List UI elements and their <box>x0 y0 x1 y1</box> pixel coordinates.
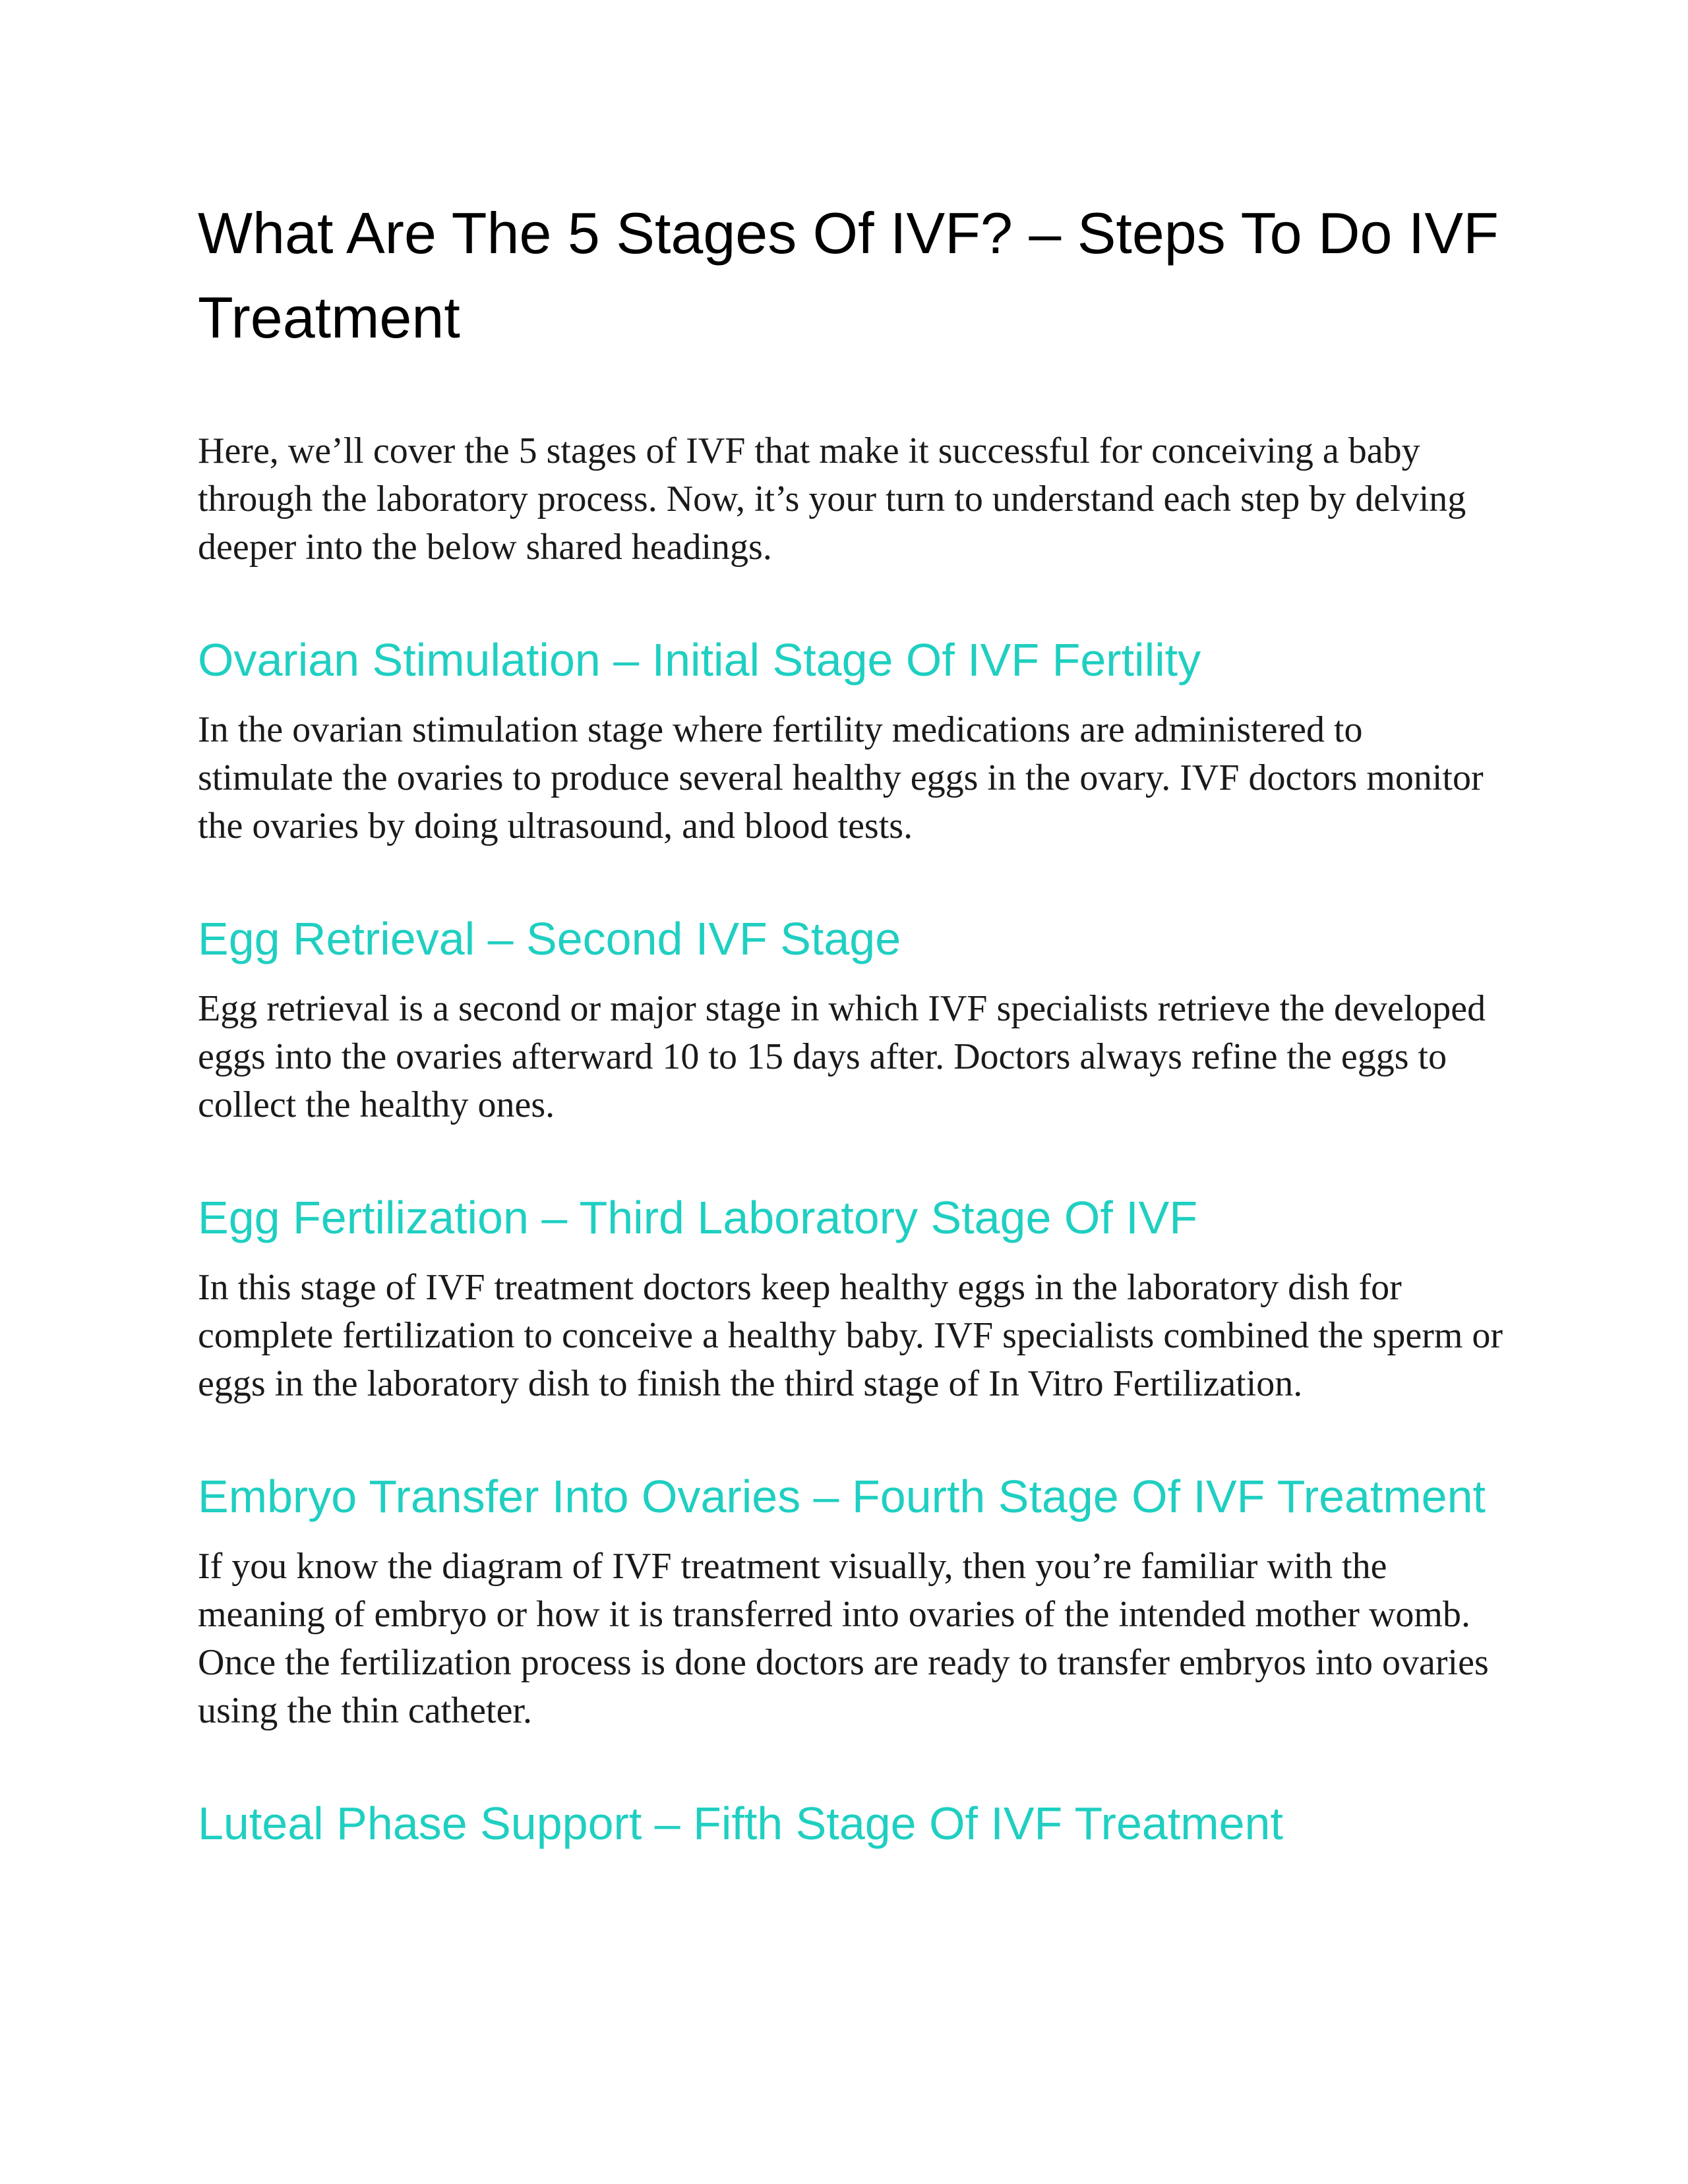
section-paragraph: Egg retrieval is a second or major stage in which IVF specialists retrieve the developed eggs into the ovaries afterward 10 to 15 days after. Doctors always refine the eggs to collect the healthy ones. <box>198 988 1486 1125</box>
section-egg-retrieval <box>198 902 1503 1129</box>
section-egg-fertilization <box>198 1181 1503 1408</box>
section-heading: Ovarian Stimulation – Initial Stage Of IVF Fertility <box>198 634 1201 686</box>
document-content <box>198 191 1503 1912</box>
section-heading: Egg Retrieval – Second IVF Stage <box>198 913 901 964</box>
section-paragraph: In this stage of IVF treatment doctors keep healthy eggs in the laboratory dish for complete fertilization to conceive a healthy baby. IVF specialists combined the sperm or eggs in the laboratory dish to finish the third stage of In Vitro Fertilization. <box>198 1267 1503 1404</box>
section-luteal-phase <box>198 1786 1503 1860</box>
section-paragraph: If you know the diagram of IVF treatment visually, then you’re familiar with the meaning of embryo or how it is transferred into ovaries of the intended mother womb. Once the fertilization process is done doctors are ready to transfer embryos into ovaries using the thin catheter. <box>198 1546 1489 1731</box>
intro-paragraph: Here, we’ll cover the 5 stages of IVF that make it successful for conceiving a baby through the laboratory process. Now, it’s your turn to understand each step by delving deeper into the below shared headings. <box>198 430 1466 568</box>
section-heading: Embryo Transfer Into Ovaries – Fourth Stage Of IVF Treatment <box>198 1471 1486 1522</box>
page-title: What Are The 5 Stages Of IVF? – Steps To Do IVF Treatment <box>198 200 1499 350</box>
section-paragraph: In the ovarian stimulation stage where fertility medications are administered to stimulate the ovaries to produce several healthy eggs in the ovary. IVF doctors monitor the ovaries by doing ultrasound, and blood tests. <box>198 709 1484 846</box>
section-heading: Luteal Phase Support – Fifth Stage Of IVF Treatment <box>198 1798 1283 1849</box>
section-embryo-transfer <box>198 1460 1503 1735</box>
section-heading: Egg Fertilization – Third Laboratory Stage Of IVF <box>198 1192 1198 1243</box>
section-ovarian-stimulation <box>198 623 1503 850</box>
